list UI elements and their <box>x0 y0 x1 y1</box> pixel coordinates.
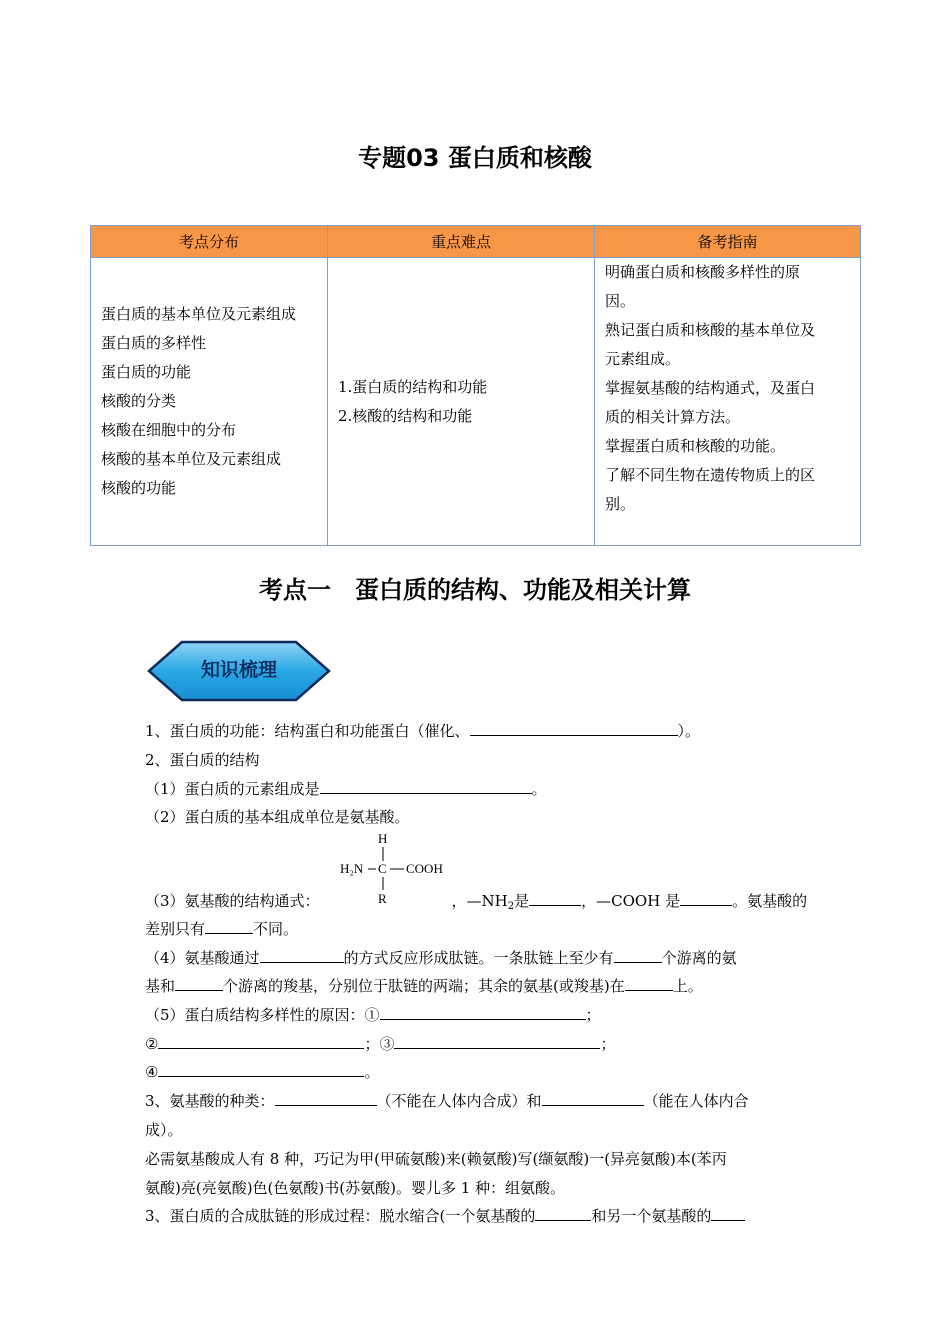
answer-blank[interactable] <box>614 948 662 963</box>
paragraph-1: 1、蛋白质的功能：结构蛋白和功能蛋白（催化、 ）。 <box>145 722 701 740</box>
table-header-row <box>91 226 861 258</box>
paragraph-5: （3）氨基酸的结构通式： ，$—NH_2$是 ，—COOH 是 。氨基酸的 <box>145 892 808 912</box>
answer-blank[interactable] <box>625 976 673 991</box>
list-item: 了解不同生物在遗传物质上的区 <box>605 466 816 484</box>
formula-center: C <box>378 861 387 876</box>
study-guide-cell <box>595 258 861 546</box>
answer-blank[interactable] <box>158 1034 364 1049</box>
answer-blank[interactable] <box>205 919 253 934</box>
list-item: 核酸在细胞中的分布 <box>101 421 237 439</box>
formula-bottom: R <box>378 891 387 906</box>
answer-blank[interactable] <box>380 1005 586 1020</box>
answer-blank[interactable] <box>320 779 532 794</box>
answer-blank[interactable] <box>542 1091 644 1106</box>
answer-blank[interactable] <box>275 1091 377 1106</box>
header-study-guide: 备考指南 <box>595 226 861 258</box>
paragraph-4: （2）蛋白质的基本组成单位是氨基酸。 <box>145 808 410 826</box>
list-item: 元素组成。 <box>605 350 681 368</box>
list-item: 熟记蛋白质和核酸的基本单位及 <box>605 321 816 339</box>
paragraph-14: 必需氨基酸成人有 8 种，巧记为甲(甲硫氨酸)来(赖氨酸)写(缬氨酸)一(异亮氨酸)本(苯丙 <box>145 1150 727 1168</box>
paragraph-11: ④ 。 <box>145 1063 380 1081</box>
formula-left: H₂N <box>340 861 364 876</box>
paragraph-15: 氨酸)亮(亮氨酸)色(色氨酸)书(苏氨酸)。婴儿多 1 种：组氨酸。 <box>145 1179 566 1197</box>
list-item: 1.蛋白质的结构和功能 <box>338 377 488 396</box>
paragraph-10: ② ；③ ； <box>145 1035 616 1053</box>
answer-blank[interactable] <box>394 1034 600 1049</box>
list-item: 核酸的功能 <box>101 479 177 497</box>
paragraph-6: 差别只有 不同。 <box>145 920 299 938</box>
answer-blank[interactable] <box>711 1206 745 1221</box>
list-item: 核酸的基本单位及元素组成 <box>101 450 282 468</box>
formula-right: COOH <box>406 861 443 876</box>
section-title: 考点一 蛋白质的结构、功能及相关计算 <box>259 576 691 604</box>
header-exam-points: 考点分布 <box>91 226 328 258</box>
list-item: 2.核酸的结构和功能 <box>338 406 473 425</box>
list-item: 掌握蛋白质和核酸的功能。 <box>605 437 786 455</box>
table-row <box>91 258 861 546</box>
answer-blank[interactable] <box>535 1206 591 1221</box>
paragraph-3: （1）蛋白质的元素组成是 。 <box>145 780 547 798</box>
paragraph-8: 基和 个游离的羧基，分别位于肽链的两端；其余的氨基(或羧基)在 上。 <box>145 977 703 995</box>
paragraph-13: 成）。 <box>145 1121 183 1139</box>
list-item: 蛋白质的功能 <box>101 363 192 381</box>
formula-top: H <box>378 831 388 846</box>
key-difficulties-cell <box>328 258 595 546</box>
list-item: 掌握氨基酸的结构通式，及蛋白 <box>605 379 816 397</box>
list-item: 因。 <box>605 292 636 310</box>
list-item: 蛋白质的多样性 <box>101 334 207 352</box>
paragraph-7: （4）氨基酸通过 的方式反应形成肽链。一条肽链上至少有 个游离的氨 <box>145 949 737 967</box>
answer-blank[interactable] <box>175 976 223 991</box>
list-item: 质的相关计算方法。 <box>605 408 741 426</box>
paragraph-12: 3、氨基酸的种类： （不能在人体内合成）和 （能在人体内合 <box>145 1092 749 1110</box>
paragraph-9: （5）蛋白质结构多样性的原因：① ； <box>145 1006 601 1024</box>
exam-guide-table <box>90 225 861 546</box>
list-item: 核酸的分类 <box>101 392 177 410</box>
answer-blank[interactable] <box>470 721 678 736</box>
paragraph-2: 2、蛋白质的结构 <box>145 751 260 769</box>
badge-label: 知识梳理 <box>200 659 277 681</box>
header-key-difficulties: 重点难点 <box>328 226 595 258</box>
list-item: 明确蛋白质和核酸多样性的原 <box>605 263 801 281</box>
answer-blank[interactable] <box>529 891 581 906</box>
list-item: 别。 <box>605 495 636 513</box>
answer-blank[interactable] <box>260 948 344 963</box>
answer-blank[interactable] <box>680 891 732 906</box>
answer-blank[interactable] <box>158 1062 364 1077</box>
list-item: 蛋白质的基本单位及元素组成 <box>101 305 297 323</box>
page-title: 专题03 蛋白质和核酸 <box>358 144 592 172</box>
exam-points-cell <box>91 258 328 546</box>
paragraph-16: 3、蛋白质的合成肽链的形成过程：脱水缩合(一个氨基酸的 和另一个氨基酸的 <box>145 1205 745 1226</box>
